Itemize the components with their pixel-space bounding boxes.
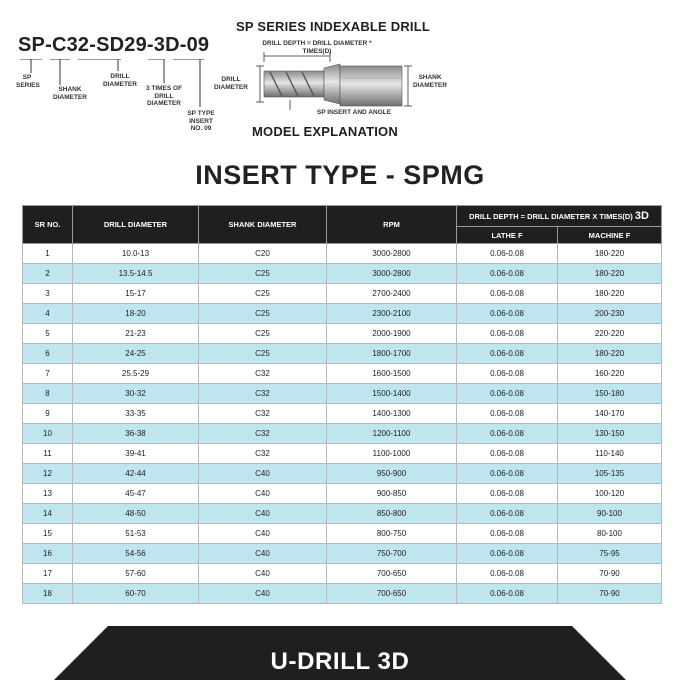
cell-sr: 15 [23, 524, 73, 544]
cell-sr: 9 [23, 404, 73, 424]
cell-drill: 39-41 [73, 444, 199, 464]
cell-machine: 180-220 [558, 344, 662, 364]
cell-sr: 3 [23, 284, 73, 304]
cell-drill: 54-56 [73, 544, 199, 564]
cell-rpm: 3000-2800 [327, 244, 457, 264]
cell-shank: C32 [199, 424, 327, 444]
cell-rpm: 2700-2400 [327, 284, 457, 304]
cell-lathe: 0.06-0.08 [457, 264, 558, 284]
cell-drill: 45-47 [73, 484, 199, 504]
model-explanation-caption: MODEL EXPLANATION [252, 124, 398, 139]
table-row [23, 344, 662, 364]
cell-machine: 180-220 [558, 244, 662, 264]
table-row [23, 304, 662, 324]
series-title: SP SERIES INDEXABLE DRILL [236, 19, 431, 34]
cell-drill: 15-17 [73, 284, 199, 304]
cell-sr: 8 [23, 384, 73, 404]
cell-lathe: 0.06-0.08 [457, 324, 558, 344]
cell-lathe: 0.06-0.08 [457, 284, 558, 304]
cell-shank: C40 [199, 464, 327, 484]
product-title: U-DRILL 3D [270, 648, 410, 675]
cell-shank: C32 [199, 364, 327, 384]
cell-lathe: 0.06-0.08 [457, 364, 558, 384]
cell-drill: 25.5-29 [73, 364, 199, 384]
cell-shank: C20 [199, 244, 327, 264]
cell-shank: C25 [199, 324, 327, 344]
cell-machine: 220-220 [558, 324, 662, 344]
cell-rpm: 1800-1700 [327, 344, 457, 364]
cell-rpm: 900-850 [327, 484, 457, 504]
cell-shank: C25 [199, 344, 327, 364]
cell-shank: C32 [199, 384, 327, 404]
cell-lathe: 0.06-0.08 [457, 564, 558, 584]
cell-rpm: 1600-1500 [327, 364, 457, 384]
cell-rpm: 1100-1000 [327, 444, 457, 464]
cell-drill: 48-50 [73, 504, 199, 524]
cell-sr: 4 [23, 304, 73, 324]
label-insert: SP TYPE INSERT NO. 09 [187, 110, 215, 132]
cell-rpm: 3000-2800 [327, 264, 457, 284]
table-row [23, 484, 662, 504]
cell-drill: 33-35 [73, 404, 199, 424]
cell-machine: 105-135 [558, 464, 662, 484]
cell-rpm: 700-650 [327, 584, 457, 604]
label-sp-series: SP SERIES [16, 74, 40, 89]
cell-sr: 14 [23, 504, 73, 524]
drill-illustration [230, 38, 430, 118]
cell-drill: 10.0-13 [73, 244, 199, 264]
table-row [23, 384, 662, 404]
cell-shank: C32 [199, 404, 327, 424]
cell-sr: 10 [23, 424, 73, 444]
table-row [23, 584, 662, 604]
cell-rpm: 1500-1400 [327, 384, 457, 404]
col-shank-diameter: SHANK DIAMETER [199, 206, 327, 244]
label-fig-drill-diameter: DRILL DIAMETER [214, 76, 248, 91]
cell-sr: 17 [23, 564, 73, 584]
cell-sr: 1 [23, 244, 73, 264]
table-row [23, 504, 662, 524]
cell-machine: 160-220 [558, 364, 662, 384]
table-row [23, 544, 662, 564]
cell-sr: 13 [23, 484, 73, 504]
cell-sr: 2 [23, 264, 73, 284]
cell-lathe: 0.06-0.08 [457, 244, 558, 264]
cell-machine: 200-230 [558, 304, 662, 324]
cell-shank: C40 [199, 504, 327, 524]
cell-lathe: 0.06-0.08 [457, 384, 558, 404]
cell-machine: 180-220 [558, 264, 662, 284]
cell-machine: 130-150 [558, 424, 662, 444]
cell-lathe: 0.06-0.08 [457, 584, 558, 604]
cell-machine: 70-90 [558, 564, 662, 584]
col-lathe-f: LATHE F [457, 227, 558, 244]
cell-lathe: 0.06-0.08 [457, 304, 558, 324]
cell-sr: 5 [23, 324, 73, 344]
cell-shank: C25 [199, 304, 327, 324]
cell-rpm: 750-700 [327, 544, 457, 564]
cell-machine: 90-100 [558, 504, 662, 524]
col-drill-depth-group [457, 206, 662, 227]
table-row [23, 264, 662, 284]
depth-value: 3D [634, 210, 649, 222]
table-row [23, 364, 662, 384]
cell-machine: 80-100 [558, 524, 662, 544]
cell-sr: 16 [23, 544, 73, 564]
cell-machine: 150-180 [558, 384, 662, 404]
cell-drill: 51-53 [73, 524, 199, 544]
cell-rpm: 700-650 [327, 564, 457, 584]
cell-lathe: 0.06-0.08 [457, 524, 558, 544]
cell-rpm: 1400-1300 [327, 404, 457, 424]
cell-drill: 42-44 [73, 464, 199, 484]
cell-shank: C40 [199, 544, 327, 564]
cell-machine: 140-170 [558, 404, 662, 424]
cell-sr: 18 [23, 584, 73, 604]
cell-shank: C25 [199, 264, 327, 284]
col-drill-diameter: DRILL DIAMETER [73, 206, 199, 244]
cell-machine: 180-220 [558, 284, 662, 304]
cell-lathe: 0.06-0.08 [457, 344, 558, 364]
table-row [23, 444, 662, 464]
table-row [23, 324, 662, 344]
cell-rpm: 2300-2100 [327, 304, 457, 324]
table-row [23, 464, 662, 484]
cell-drill: 24-25 [73, 344, 199, 364]
table-row [23, 424, 662, 444]
cell-lathe: 0.06-0.08 [457, 504, 558, 524]
cell-drill: 36-38 [73, 424, 199, 444]
table-row [23, 404, 662, 424]
cell-machine: 70-90 [558, 584, 662, 604]
cell-shank: C40 [199, 584, 327, 604]
cell-machine: 110-140 [558, 444, 662, 464]
cell-sr: 6 [23, 344, 73, 364]
cell-rpm: 950-900 [327, 464, 457, 484]
table-row [23, 564, 662, 584]
spec-table [22, 205, 662, 604]
cell-machine: 75-95 [558, 544, 662, 564]
label-times: 3 TIMES OF DRILL DIAMETER [145, 85, 183, 107]
cell-drill: 21-23 [73, 324, 199, 344]
label-drill-diameter: DRILL DIAMETER [103, 73, 137, 88]
cell-lathe: 0.06-0.08 [457, 444, 558, 464]
cell-shank: C32 [199, 444, 327, 464]
label-drill-depth: DRILL DEPTH = DRILL DIAMETER * TIMES(D) [262, 40, 372, 55]
insert-type-heading: INSERT TYPE - SPMG [195, 160, 485, 190]
table-row [23, 284, 662, 304]
cell-drill: 18-20 [73, 304, 199, 324]
label-sp-insert-angle: SP INSERT AND ANGLE [316, 109, 392, 116]
cell-sr: 7 [23, 364, 73, 384]
cell-lathe: 0.06-0.08 [457, 464, 558, 484]
cell-rpm: 800-750 [327, 524, 457, 544]
cell-sr: 11 [23, 444, 73, 464]
col-rpm: RPM [327, 206, 457, 244]
cell-drill: 60-70 [73, 584, 199, 604]
table-row [23, 244, 662, 264]
cell-drill: 57-60 [73, 564, 199, 584]
cell-sr: 12 [23, 464, 73, 484]
cell-rpm: 2000-1900 [327, 324, 457, 344]
cell-lathe: 0.06-0.08 [457, 424, 558, 444]
cell-drill: 30-32 [73, 384, 199, 404]
cell-rpm: 1200-1100 [327, 424, 457, 444]
col-machine-f: MACHINE F [558, 227, 662, 244]
cell-shank: C25 [199, 284, 327, 304]
col-sr-no: SR NO. [23, 206, 73, 244]
table-body [23, 244, 662, 604]
label-shank-diameter: SHANK DIAMETER [53, 86, 87, 101]
model-code: SP-C32-SD29-3D-09 [18, 34, 210, 56]
cell-lathe: 0.06-0.08 [457, 484, 558, 504]
cell-rpm: 850-800 [327, 504, 457, 524]
table-row [23, 524, 662, 544]
cell-shank: C40 [199, 484, 327, 504]
cell-drill: 13.5-14.5 [73, 264, 199, 284]
cell-shank: C40 [199, 524, 327, 544]
cell-lathe: 0.06-0.08 [457, 544, 558, 564]
depth-group-label: DRILL DEPTH = DRILL DIAMETER X TIMES(D) [469, 212, 633, 221]
label-fig-shank-diameter: SHANK DIAMETER [413, 74, 447, 89]
cell-shank: C40 [199, 564, 327, 584]
cell-machine: 100-120 [558, 484, 662, 504]
cell-lathe: 0.06-0.08 [457, 404, 558, 424]
